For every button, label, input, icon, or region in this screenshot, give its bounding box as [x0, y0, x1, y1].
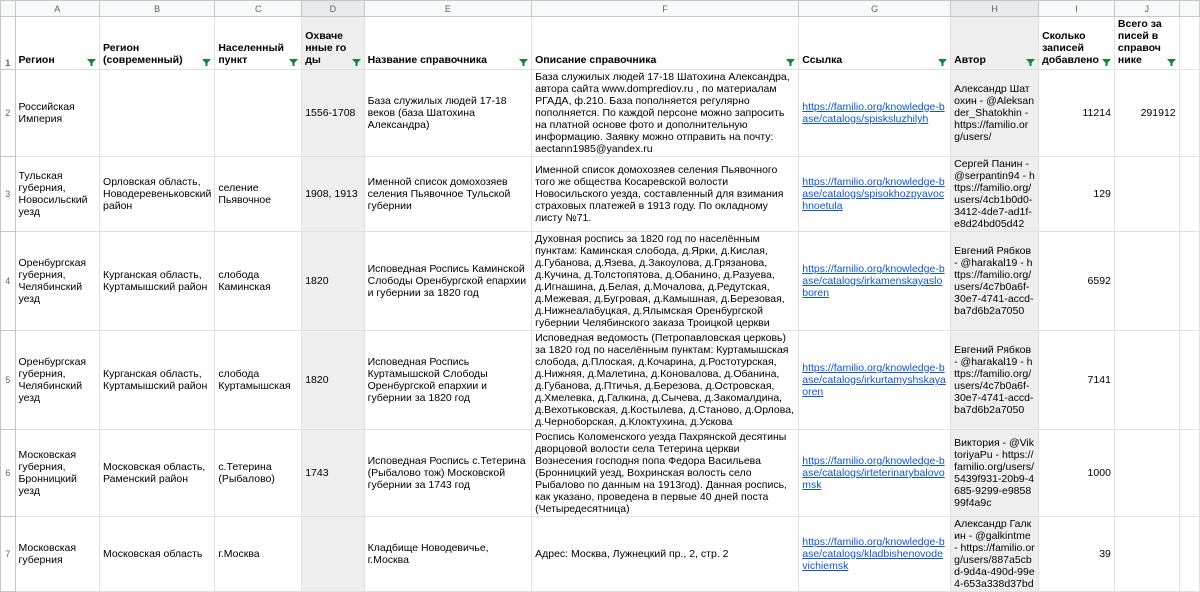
cell-title[interactable]: Исповедная Роспись с.Тетерина (Рыбалово тож) Московской губернии за 1743 год: [364, 430, 532, 517]
column-header-f[interactable]: F: [532, 1, 799, 17]
cell-years[interactable]: 1820: [302, 331, 364, 430]
cell-region[interactable]: Московская губерния: [15, 517, 100, 592]
row-number[interactable]: 7: [1, 517, 16, 592]
corner-cell[interactable]: [1, 1, 16, 17]
catalog-link[interactable]: https://familio.org/knowledge-base/catalogs/irkamenskayasloboren: [802, 263, 945, 299]
row-number[interactable]: 1: [1, 17, 16, 70]
cell-settlement[interactable]: с.Тетерина (Рыбалово): [215, 430, 302, 517]
cell-title[interactable]: База служилых людей 17-18 веков (база Шатохина Александра): [364, 70, 532, 157]
cell-title[interactable]: Исповедная Роспись Куртамышской Слободы Оренбургской епархии и губернии за 1820 год: [364, 331, 532, 430]
cell-years[interactable]: 1820: [302, 232, 364, 331]
cell-author[interactable]: Евгений Рябков - @harakal19 - https://familio.org/users/4c7b0a6f-30e7-4741-accd-ba7d6b2a7050: [951, 232, 1039, 331]
cell-years[interactable]: [302, 517, 364, 592]
catalog-link[interactable]: https://familio.org/knowledge-base/catalogs/irkurtamyshskayaoren: [802, 362, 946, 398]
empty-cell[interactable]: [1179, 517, 1199, 592]
filter-icon[interactable]: [352, 59, 361, 66]
row-number[interactable]: 5: [1, 331, 16, 430]
cell-region[interactable]: Оренбургская губерния, Челябинский уезд: [15, 232, 100, 331]
cell-description[interactable]: Адрес: Москва, Лужнецкий пр., 2, стр. 2: [532, 517, 799, 592]
empty-cell[interactable]: [1179, 17, 1199, 70]
cell-region-modern[interactable]: Курганская область, Куртамышский район: [100, 232, 215, 331]
cell-total[interactable]: [1114, 430, 1179, 517]
cell-title[interactable]: Кладбище Новодевичье, г.Москва: [364, 517, 532, 592]
cell-title[interactable]: Именной список домохозяев селения Пьявочное Тульской губернии: [364, 157, 532, 232]
cell-description[interactable]: Роспись Коломенского уезда Пахрянской десятины дворцовой волости села Тетерина церкви Вознесения господня попа Федора Васильева (Бронницкий уезд, Вохринская волость село Рыбалово по данным на 1913год). Данная роспись, как указано, проведена в первые 40 дней поста (Четыредесятница): [532, 430, 799, 517]
row-number[interactable]: 2: [1, 70, 16, 157]
row-number[interactable]: 3: [1, 157, 16, 232]
cell-link[interactable]: [799, 70, 951, 157]
cell-region-modern[interactable]: [100, 70, 215, 157]
table-row: [1, 157, 1200, 232]
cell-description[interactable]: База служилых людей 17-18 Шатохина Александра, автора сайта www.domprediov.ru , по материалам РГАДА, ф.210. База пополняется регулярно пополняется. По каждой персоне можно запросить на платной основе фото и дополнительную информацию. Заявку можно отправить на почту: aectann1985@yandex.ru: [532, 70, 799, 157]
column-header-b[interactable]: B: [100, 1, 215, 17]
cell-added[interactable]: 7141: [1039, 331, 1115, 430]
filter-icon[interactable]: [1102, 59, 1111, 66]
cell-author[interactable]: Александр Галкин - @galkintme - https://familio.org/users/887a5cbd-9d4a-490d-99e4-653a338d37bd: [951, 517, 1039, 592]
cell-region-modern[interactable]: Московская область: [100, 517, 215, 592]
column-header-k[interactable]: [1179, 1, 1199, 17]
cell-total[interactable]: [1114, 517, 1179, 592]
cell-settlement[interactable]: г.Москва: [215, 517, 302, 592]
header-cell-link[interactable]: Ссылка: [799, 17, 951, 70]
filter-icon[interactable]: [87, 59, 96, 66]
table-row: [1, 517, 1200, 592]
cell-link[interactable]: [799, 331, 951, 430]
cell-author[interactable]: Александр Шатохин - @Aleksander_Shatokhin - https://familio.org/users/: [951, 70, 1039, 157]
cell-author[interactable]: Сергей Панин - @serpantin94 - https://familio.org/users/4cb1b0d0-3412-4de7-ad1f-e8d24bd05d42: [951, 157, 1039, 232]
filter-icon[interactable]: [519, 59, 528, 66]
filter-icon[interactable]: [202, 59, 211, 66]
column-header-a[interactable]: A: [15, 1, 100, 17]
header-cell-author[interactable]: Автор: [951, 17, 1039, 70]
header-cell-settlement[interactable]: Населенный пункт: [215, 17, 302, 70]
table-row: [1, 70, 1200, 157]
row-number[interactable]: 4: [1, 232, 16, 331]
cell-region[interactable]: Тульская губерния, Новосильский уезд: [15, 157, 100, 232]
cell-added[interactable]: 6592: [1039, 232, 1115, 331]
empty-cell[interactable]: [1179, 232, 1199, 331]
filter-icon[interactable]: [1167, 59, 1176, 66]
table-row: [1, 232, 1200, 331]
filter-icon[interactable]: [938, 59, 947, 66]
column-header-c[interactable]: C: [215, 1, 302, 17]
empty-cell[interactable]: [1179, 70, 1199, 157]
cell-link[interactable]: [799, 232, 951, 331]
filter-icon[interactable]: [1026, 59, 1035, 66]
cell-years[interactable]: 1743: [302, 430, 364, 517]
cell-added[interactable]: 129: [1039, 157, 1115, 232]
cell-total[interactable]: [1114, 331, 1179, 430]
header-row: [1, 17, 1200, 70]
cell-region-modern[interactable]: Курганская область, Куртамышский район: [100, 331, 215, 430]
cell-settlement[interactable]: [215, 70, 302, 157]
column-header-row: [1, 1, 1200, 17]
header-cell-total[interactable]: Всего записей в справочнике: [1114, 17, 1179, 70]
column-header-e[interactable]: E: [364, 1, 532, 17]
row-number[interactable]: 6: [1, 430, 16, 517]
empty-cell[interactable]: [1179, 157, 1199, 232]
header-cell-title[interactable]: Название справочника: [364, 17, 532, 70]
cell-link[interactable]: [799, 157, 951, 232]
header-cell-years[interactable]: Охваченные годы: [302, 17, 364, 70]
cell-author[interactable]: Виктория - @ViktoriyaPu - https://familio.org/users/5439f931-20b9-4685-9299-e985899f4a9c: [951, 430, 1039, 517]
column-header-d[interactable]: D: [302, 1, 364, 17]
cell-region[interactable]: Оренбургская губерния, Челябинский уезд: [15, 331, 100, 430]
cell-total[interactable]: 291912: [1114, 70, 1179, 157]
cell-total[interactable]: [1114, 232, 1179, 331]
cell-years[interactable]: 1908, 1913: [302, 157, 364, 232]
cell-link[interactable]: [799, 430, 951, 517]
catalog-link[interactable]: https://familio.org/knowledge-base/catalogs/kladbishenovodevichiemsk: [802, 536, 945, 572]
cell-added[interactable]: 1000: [1039, 430, 1115, 517]
header-cell-added[interactable]: Сколько записей добавлено: [1039, 17, 1115, 70]
header-cell-description[interactable]: Описание справочника: [532, 17, 799, 70]
column-header-j[interactable]: J: [1114, 1, 1179, 17]
cell-settlement[interactable]: слобода Куртамышская: [215, 331, 302, 430]
column-header-i[interactable]: I: [1039, 1, 1115, 17]
cell-region[interactable]: Российская Империя: [15, 70, 100, 157]
catalog-link[interactable]: https://familio.org/knowledge-base/catalogs/spisksluzhilyh: [802, 101, 945, 125]
catalog-link[interactable]: https://familio.org/knowledge-base/catalogs/irteterinarybalovomsk: [802, 455, 945, 491]
cell-title[interactable]: Исповедная Роспись Каминской Слободы Оренбургской епархии и губернии за 1820 год: [364, 232, 532, 331]
table-row: [1, 430, 1200, 517]
cell-author[interactable]: Евгений Рябков - @harakal19 - https://familio.org/users/4c7b0a6f-30e7-4741-accd-ba7d6b2a7050: [951, 331, 1039, 430]
column-header-g[interactable]: G: [799, 1, 951, 17]
catalog-link[interactable]: https://familio.org/knowledge-base/catalogs/spisokhozpyavochnoetula: [802, 176, 945, 212]
cell-region[interactable]: Московская губерния, Бронницкий уезд: [15, 430, 100, 517]
empty-cell[interactable]: [1179, 331, 1199, 430]
cell-region-modern[interactable]: Орловская область, Новодеревеньковский район: [100, 157, 215, 232]
cell-total[interactable]: [1114, 157, 1179, 232]
cell-description[interactable]: Духовная роспись за 1820 год по населённым пунктам: Каминская слобода, д.Ярки, д.Кислая, д.Губанова, д.Язева, д.Закоулова, д.Грязанова, д.Кучина, д.Толстопятова, д.Обанино, д.Разуева, д.Игнашина, д.Белая, д.Мочалова, д.Редутская, д.Межевая, д.Бугровая, д.Камышная, д.Березовая, д.Нижнеалабуцкая, д.Ялымская Оренбургской губернии Челябинского заказа Троицкой церкви: [532, 232, 799, 331]
cell-link[interactable]: [799, 517, 951, 592]
cell-region-modern[interactable]: Московская область, Раменский район: [100, 430, 215, 517]
filter-icon[interactable]: [289, 59, 298, 66]
header-cell-region[interactable]: Регион: [15, 17, 100, 70]
cell-description[interactable]: Именной список домохозяев селения Пьявочного того же общества Косаревской волости Новосильского уезда, составленный для взимания страховых платежей в 1913 году. По окладному листу №71.: [532, 157, 799, 232]
filter-icon[interactable]: [786, 59, 795, 66]
column-header-h[interactable]: H: [951, 1, 1039, 17]
header-cell-region-modern[interactable]: Регион (современный): [100, 17, 215, 70]
empty-cell[interactable]: [1179, 430, 1199, 517]
cell-years[interactable]: 1556-1708: [302, 70, 364, 157]
cell-added[interactable]: 11214: [1039, 70, 1115, 157]
cell-settlement[interactable]: селение Пьявочное: [215, 157, 302, 232]
cell-settlement[interactable]: слобода Каминская: [215, 232, 302, 331]
cell-added[interactable]: 39: [1039, 517, 1115, 592]
table-row: [1, 331, 1200, 430]
cell-description[interactable]: Исповедная ведомость (Петропавловская церковь) за 1820 год по населённым пунктам: Куртамышская слобода, д.Плоская, д.Кочарина, д.Ростотурская, д.Нижняя, д.Малетина, д.Коновалова, д.Обанина, д.Губанова, д.Птичья, д.Березова, д.Островская, д.Хмелевка, д.Галкина, д.Сычева, д.Закомалдина, д.Вехотьковская, д.Костылева, д.Становo, д.Орлова, д.Черноборская, д.Клоктухина, д.Ускова: [532, 331, 799, 430]
